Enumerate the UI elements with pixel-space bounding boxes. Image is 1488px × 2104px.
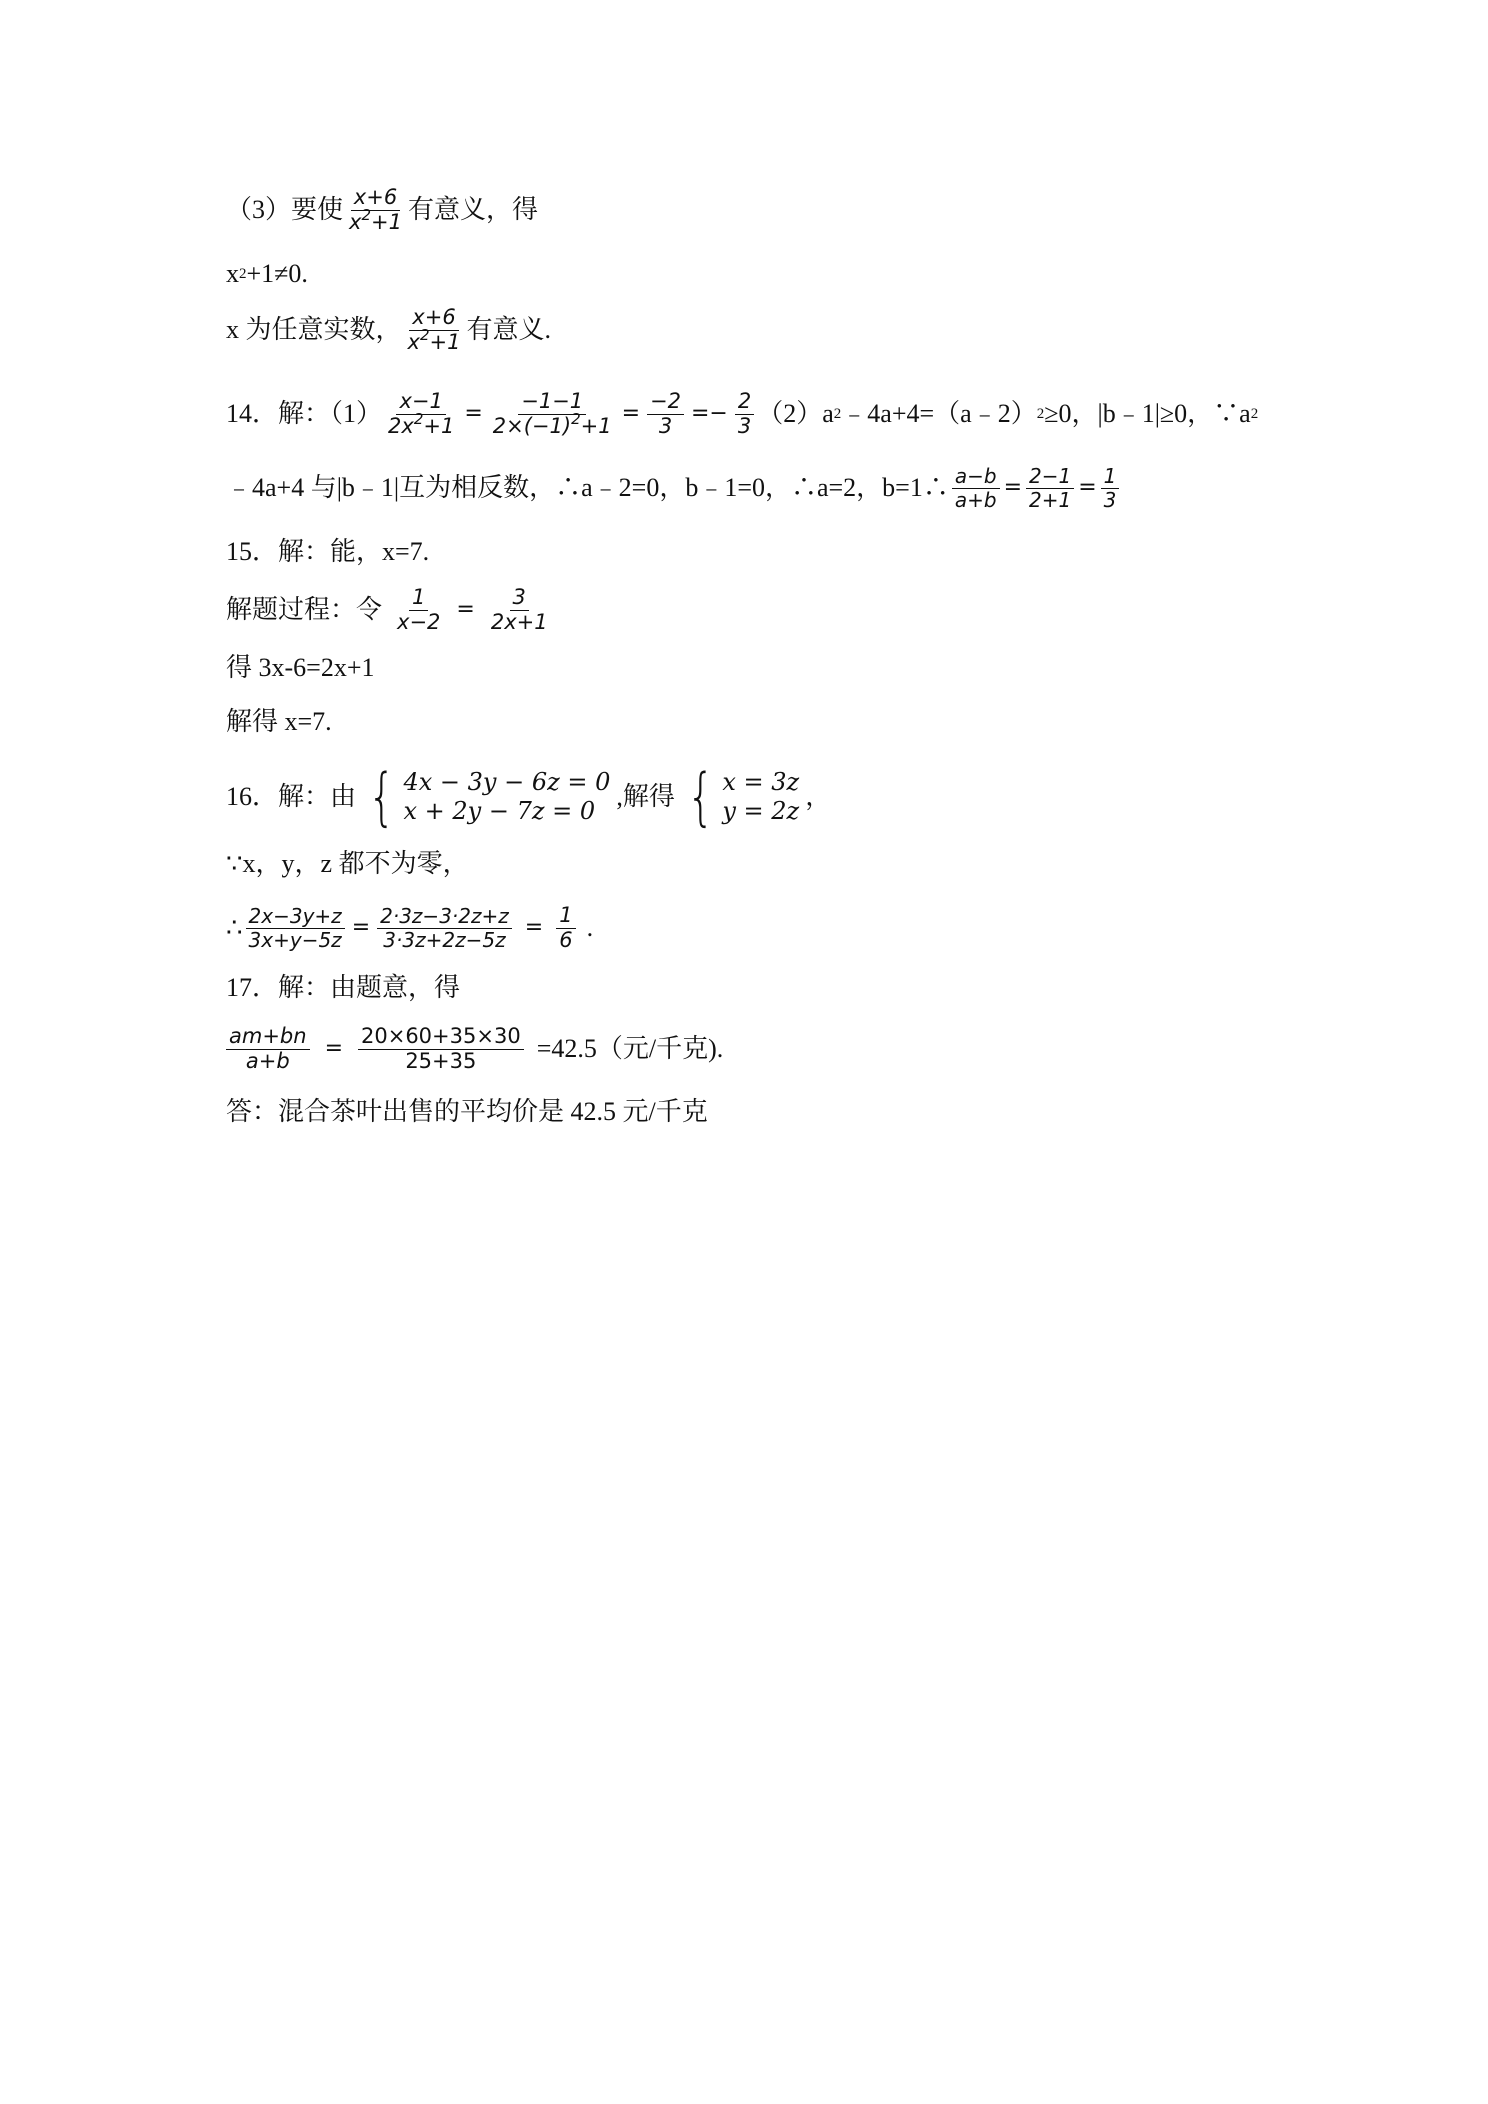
fraction-numerator: a−b: [952, 465, 1000, 488]
q14-label: 14．解：（1）: [226, 399, 383, 428]
fraction-numerator: −1−1: [518, 390, 586, 415]
fraction-denominator: 6: [559, 927, 573, 952]
q13-conclusion-text-b: 有意义.: [466, 315, 551, 344]
equals-sign: =: [1078, 475, 1097, 500]
fraction-numerator: x−1: [396, 390, 445, 415]
den-part: +1: [580, 413, 612, 438]
q16-therefore-line: [226, 898, 593, 958]
q14-part2-c: ≥0，|b﹣1|≥0，∵a: [1044, 399, 1251, 428]
q17-label-line: [226, 962, 460, 1014]
fraction-denominator: [405, 325, 464, 355]
q16-mid-text: ,解得: [616, 782, 675, 811]
left-brace-icon: {: [367, 760, 396, 833]
q16-label: 16．解：由: [226, 782, 357, 811]
den-base: x: [407, 329, 420, 354]
fraction-numerator: x+6: [409, 306, 458, 331]
q15-result-text: 解得 x=7.: [226, 707, 332, 736]
fraction-numerator: 2·3z−3·2z+z: [377, 905, 512, 928]
q13-fraction-numerator: x+6: [351, 186, 400, 211]
q14-result-fraction-1: [952, 465, 1000, 511]
q14-part2-b: ﹣4a+4=（a﹣2）: [841, 399, 1037, 428]
fraction-denominator: 25+35: [405, 1048, 477, 1073]
fraction-denominator: a+b: [954, 487, 997, 512]
therefore-symbol: ∴: [226, 913, 243, 942]
q14-result-fraction-2: [1026, 465, 1074, 511]
q15-label-line: [226, 526, 429, 578]
equals-sign: =: [464, 401, 483, 426]
q16-equation-system-2: [681, 760, 800, 833]
q15-process-text: 解题过程：令: [226, 595, 383, 624]
q15-fraction-1: [394, 586, 443, 634]
system-row: x = 3z: [722, 768, 800, 797]
q13-part3-intro-line: [226, 184, 538, 236]
equals-sign: =: [524, 915, 544, 940]
system-rows: [722, 768, 799, 826]
q13-step-rest: +1≠0.: [246, 259, 308, 288]
den-rest: +1: [371, 209, 402, 234]
fraction-denominator: 3x+y−5z: [248, 927, 342, 952]
equals-sign: =: [324, 1036, 343, 1061]
q16-system-line: [226, 760, 832, 833]
fraction-numerator: −2: [647, 390, 684, 415]
den-exponent: 2: [571, 409, 581, 428]
equals-sign: =: [456, 597, 475, 622]
q15-fraction-2: [488, 586, 551, 634]
q17-label: 17．解：由题意，得: [226, 973, 461, 1002]
q14-fraction-4: [735, 390, 754, 438]
q13-conclusion-fraction: [405, 306, 464, 354]
q13-fraction-denominator: [346, 205, 405, 235]
q14-result-fraction-3: [1101, 465, 1120, 511]
system-row: x + 2y − 7z = 0: [403, 797, 596, 825]
fraction-denominator: a+b: [245, 1048, 290, 1073]
den-part: +1: [423, 413, 455, 438]
fraction-numerator: 3: [510, 586, 529, 611]
q14-line-1: 14．解：（1） $\frac{x-1}{2x^2+1}$ = $\frac{-1-1}{2\times(-1)^2+1}$ = $\frac{-2}{3}$ =− $\frac{2}{3}$ （2）a 2 ﹣4a+4=（a﹣2） 2 ≥0，|b﹣1|≥0，∵a 2: [226, 388, 1259, 438]
den-exponent: 2: [413, 409, 424, 428]
q14-fraction-1: [385, 390, 457, 438]
q16-fraction-1: [246, 905, 345, 951]
left-brace-icon: {: [686, 760, 715, 833]
q13-step-base: x: [226, 259, 239, 288]
fraction-numerator: 2x−3y+z: [246, 905, 345, 928]
q16-fraction-3: [556, 904, 575, 952]
den-exponent: 2: [361, 205, 371, 224]
den-part: 2x: [388, 413, 414, 438]
fraction-denominator: 2+1: [1029, 487, 1072, 512]
q14-line2-text: ﹣4a+4 与|b﹣1|互为相反数，∴a﹣2=0，b﹣1=0，∴a=2，b=1∴: [226, 473, 949, 502]
fraction-denominator: x−2: [397, 609, 441, 634]
q16-because-line: [226, 838, 469, 890]
system-rows: [403, 768, 610, 826]
fraction-numerator: 1: [409, 586, 428, 611]
fraction-denominator: [490, 409, 615, 439]
q15-process-line: [226, 584, 554, 636]
q14-fraction-2: [490, 390, 615, 438]
fraction-denominator: 3: [737, 413, 752, 438]
q13-fraction: [346, 186, 405, 234]
q13-conclusion-line: [226, 304, 551, 356]
q16-equation-system-1: [362, 760, 611, 833]
den-exponent: 2: [419, 325, 430, 344]
q14-fraction-3: [647, 390, 684, 438]
fraction-denominator: [385, 409, 457, 439]
q17-fraction-1: [226, 1025, 310, 1073]
fraction-numerator: am+bn: [226, 1025, 310, 1050]
q14-part2-a: （2）a: [757, 399, 834, 428]
den-part: 2×(−1): [492, 413, 572, 438]
q17-value-text: =42.5（元/千克).: [536, 1034, 724, 1063]
q15-label: 15．解：能，x=7.: [226, 537, 430, 566]
fraction-denominator: 3·3z+2z−5z: [383, 927, 506, 952]
q16-fraction-2: [377, 905, 512, 951]
equals-minus-sign: =−: [691, 401, 728, 426]
q17-fraction-2: [358, 1025, 524, 1073]
q15-step-line: [226, 642, 375, 694]
fraction-denominator: 2x+1: [490, 609, 548, 634]
system-row: y = 2z: [722, 797, 800, 825]
q14-line-2: [226, 462, 1122, 514]
fraction-denominator: 3: [658, 413, 673, 438]
den-rest: +1: [429, 329, 461, 354]
fraction-denominator: 3: [1103, 487, 1117, 512]
q17-answer-text: 答：混合茶叶出售的平均价是 42.5 元/千克: [226, 1097, 708, 1126]
q17-formula-line: [226, 1020, 723, 1078]
q13-conclusion-text-a: x 为任意实数，: [226, 315, 402, 344]
q16-tail: ，: [805, 782, 832, 811]
system-row: 4x − 3y − 6z = 0: [403, 768, 611, 797]
fraction-numerator: 1: [556, 904, 575, 929]
q16-end-period: .: [586, 913, 594, 942]
q13-step-line: x 2 +1≠0.: [226, 259, 308, 288]
equals-sign: =: [351, 915, 371, 940]
q16-because-text: ∵x，y，z 都不为零，: [226, 849, 469, 878]
fraction-numerator: 2−1: [1026, 465, 1074, 488]
q13-intro-text: （3）要使: [226, 195, 344, 224]
q15-step-text: 得 3x-6=2x+1: [226, 653, 375, 682]
q13-tail-text: 有意义，得: [407, 195, 538, 224]
fraction-numerator: 1: [1101, 465, 1120, 488]
fraction-numerator: 20×60+35×30: [358, 1025, 524, 1050]
q15-result-line: [226, 696, 332, 748]
equals-sign: =: [1003, 475, 1023, 500]
q17-answer-line: [226, 1086, 708, 1138]
fraction-numerator: 2: [735, 390, 754, 415]
equals-sign: =: [621, 401, 641, 426]
den-base: x: [349, 209, 362, 234]
